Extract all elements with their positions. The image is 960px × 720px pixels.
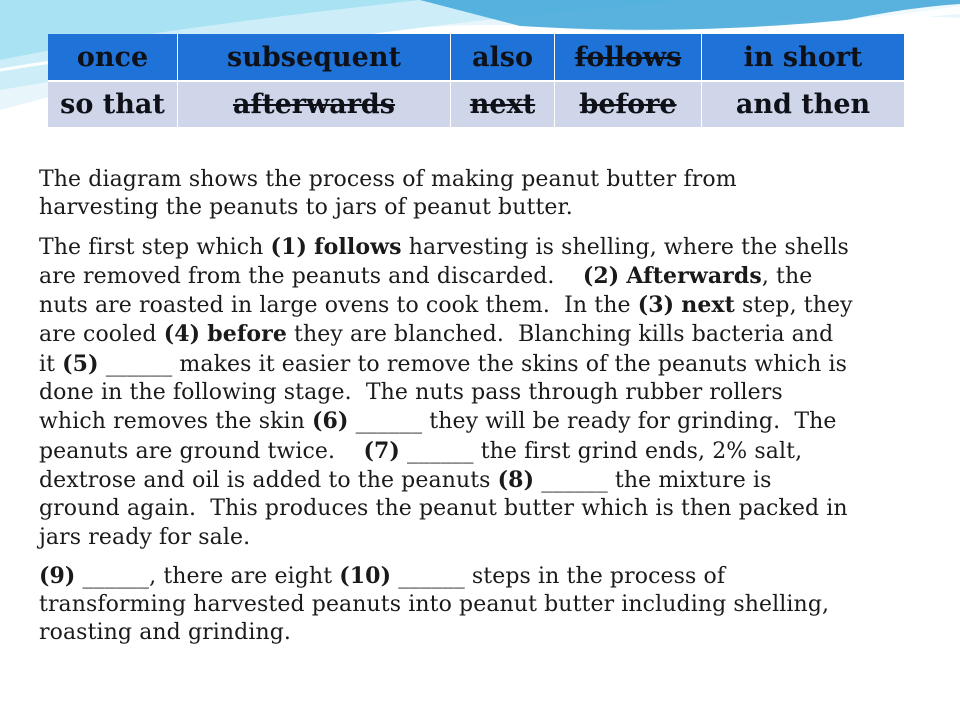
- word-cell-used: follows: [555, 34, 702, 81]
- blank-number: (4): [163, 321, 201, 348]
- text-line: are removed from the peanuts and discarded. (2) Afterwards, the: [39, 262, 813, 289]
- text-line: ground again. This produces the peanut butter which is then packed in: [39, 496, 848, 522]
- text-line: jars ready for sale.: [39, 524, 251, 550]
- blank-number: (2): [582, 262, 620, 289]
- blank-number: (3): [637, 292, 675, 319]
- word-box-row-bottom: [48, 81, 904, 128]
- word-cell: in short: [702, 34, 905, 81]
- word-cell: and then: [702, 81, 905, 128]
- word-cell: also: [451, 34, 555, 81]
- word-box-row-top: [48, 34, 904, 81]
- word-cell-used: afterwards: [178, 81, 451, 128]
- blank-number: (5): [62, 350, 99, 377]
- text-line: which removes the skin (6) ______ they will be ready for grinding. The: [39, 408, 837, 435]
- paragraph-summary: [39, 562, 939, 648]
- word-cell: so that: [48, 81, 178, 128]
- text-line: peanuts are ground twice. (7) ______ the first grind ends, 2% salt,: [39, 437, 803, 464]
- filled-answer: Afterwards: [626, 262, 762, 289]
- text-line: harvesting the peanuts to jars of peanut butter.: [39, 195, 573, 221]
- text-line: are cooled (4) before they are blanched. Blanching kills bacteria and: [39, 321, 834, 348]
- paragraph-process: [39, 233, 939, 552]
- word-cell: once: [48, 34, 178, 81]
- word-cell: subsequent: [178, 34, 451, 81]
- paragraph-intro: [39, 166, 939, 223]
- text-line: The diagram shows the process of making peanut butter from: [39, 167, 737, 192]
- blank-number: (1): [270, 233, 307, 260]
- text-line: it (5) ______ makes it easier to remove the skins of the peanuts which is: [39, 350, 847, 377]
- text-line: The first step which (1) follows harvesting is shelling, where the shells: [39, 233, 849, 260]
- blank-number: (7): [363, 437, 400, 464]
- filled-answer: next: [681, 292, 735, 319]
- blank-number: (9): [39, 562, 76, 589]
- connective-word-box: [48, 34, 904, 129]
- word-cell-used: next: [451, 81, 555, 128]
- text-line: nuts are roasted in large ovens to cook them. In the (3) next step, they: [39, 292, 853, 319]
- text-line: done in the following stage. The nuts pass through rubber rollers: [39, 380, 783, 406]
- text-line: dextrose and oil is added to the peanuts (8) ______ the mixture is: [39, 466, 772, 493]
- text-line: roasting and grinding.: [39, 620, 292, 646]
- blank-number: (8): [497, 466, 535, 493]
- blank-number: (6): [312, 408, 349, 435]
- text-line: transforming harvested peanuts into peanut butter including shelling,: [39, 592, 830, 618]
- blank-number: (10): [339, 562, 392, 589]
- text-line: (9) ______, there are eight (10) ______ steps in the process of: [39, 562, 726, 589]
- word-cell-used: before: [555, 81, 702, 128]
- exercise-text: [39, 166, 939, 658]
- filled-answer: before: [207, 321, 287, 348]
- filled-answer: follows: [314, 233, 402, 260]
